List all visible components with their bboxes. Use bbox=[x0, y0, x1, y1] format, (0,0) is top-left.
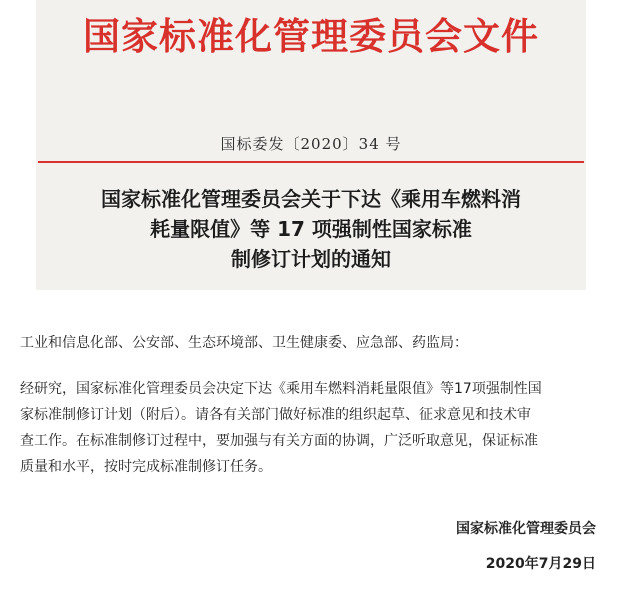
body-line: 查工作。在标准制修订过程中，要加强与有关方面的协调，广泛听取意见，保证标准 bbox=[20, 433, 538, 449]
notice-title-line: 国家标准化管理委员会关于下达《乘用车燃料消 bbox=[101, 187, 521, 211]
body-line: 经研究，国家标准化管理委员会决定下达《乘用车燃料消耗量限值》等17项强制性国 bbox=[20, 381, 542, 397]
notice-title bbox=[36, 184, 586, 274]
issuer-signature: 国家标准化管理委员会 bbox=[456, 521, 596, 537]
notice-title-line: 耗量限值》等 17 项强制性国家标准 bbox=[150, 217, 472, 241]
recipients-line: 工业和信息化部、公安部、生态环境部、卫生健康委、应急部、药监局： bbox=[20, 335, 468, 351]
body-line: 质量和水平，按时完成标准制修订任务。 bbox=[20, 459, 272, 475]
body-line: 家标准制修订计划（附后）。请各有关部门做好标准的组织起草、征求意见和技术审 bbox=[20, 407, 531, 423]
red-divider-line bbox=[38, 161, 584, 163]
notice-title-line: 制修订计划的通知 bbox=[231, 247, 391, 271]
body-paragraph bbox=[20, 376, 610, 480]
issue-date: 2020年7月29日 bbox=[485, 556, 596, 572]
document-header-title: 国家标准化管理委员会文件 bbox=[83, 14, 539, 58]
document-number: 国标委发〔2020〕34 号 bbox=[220, 135, 402, 153]
